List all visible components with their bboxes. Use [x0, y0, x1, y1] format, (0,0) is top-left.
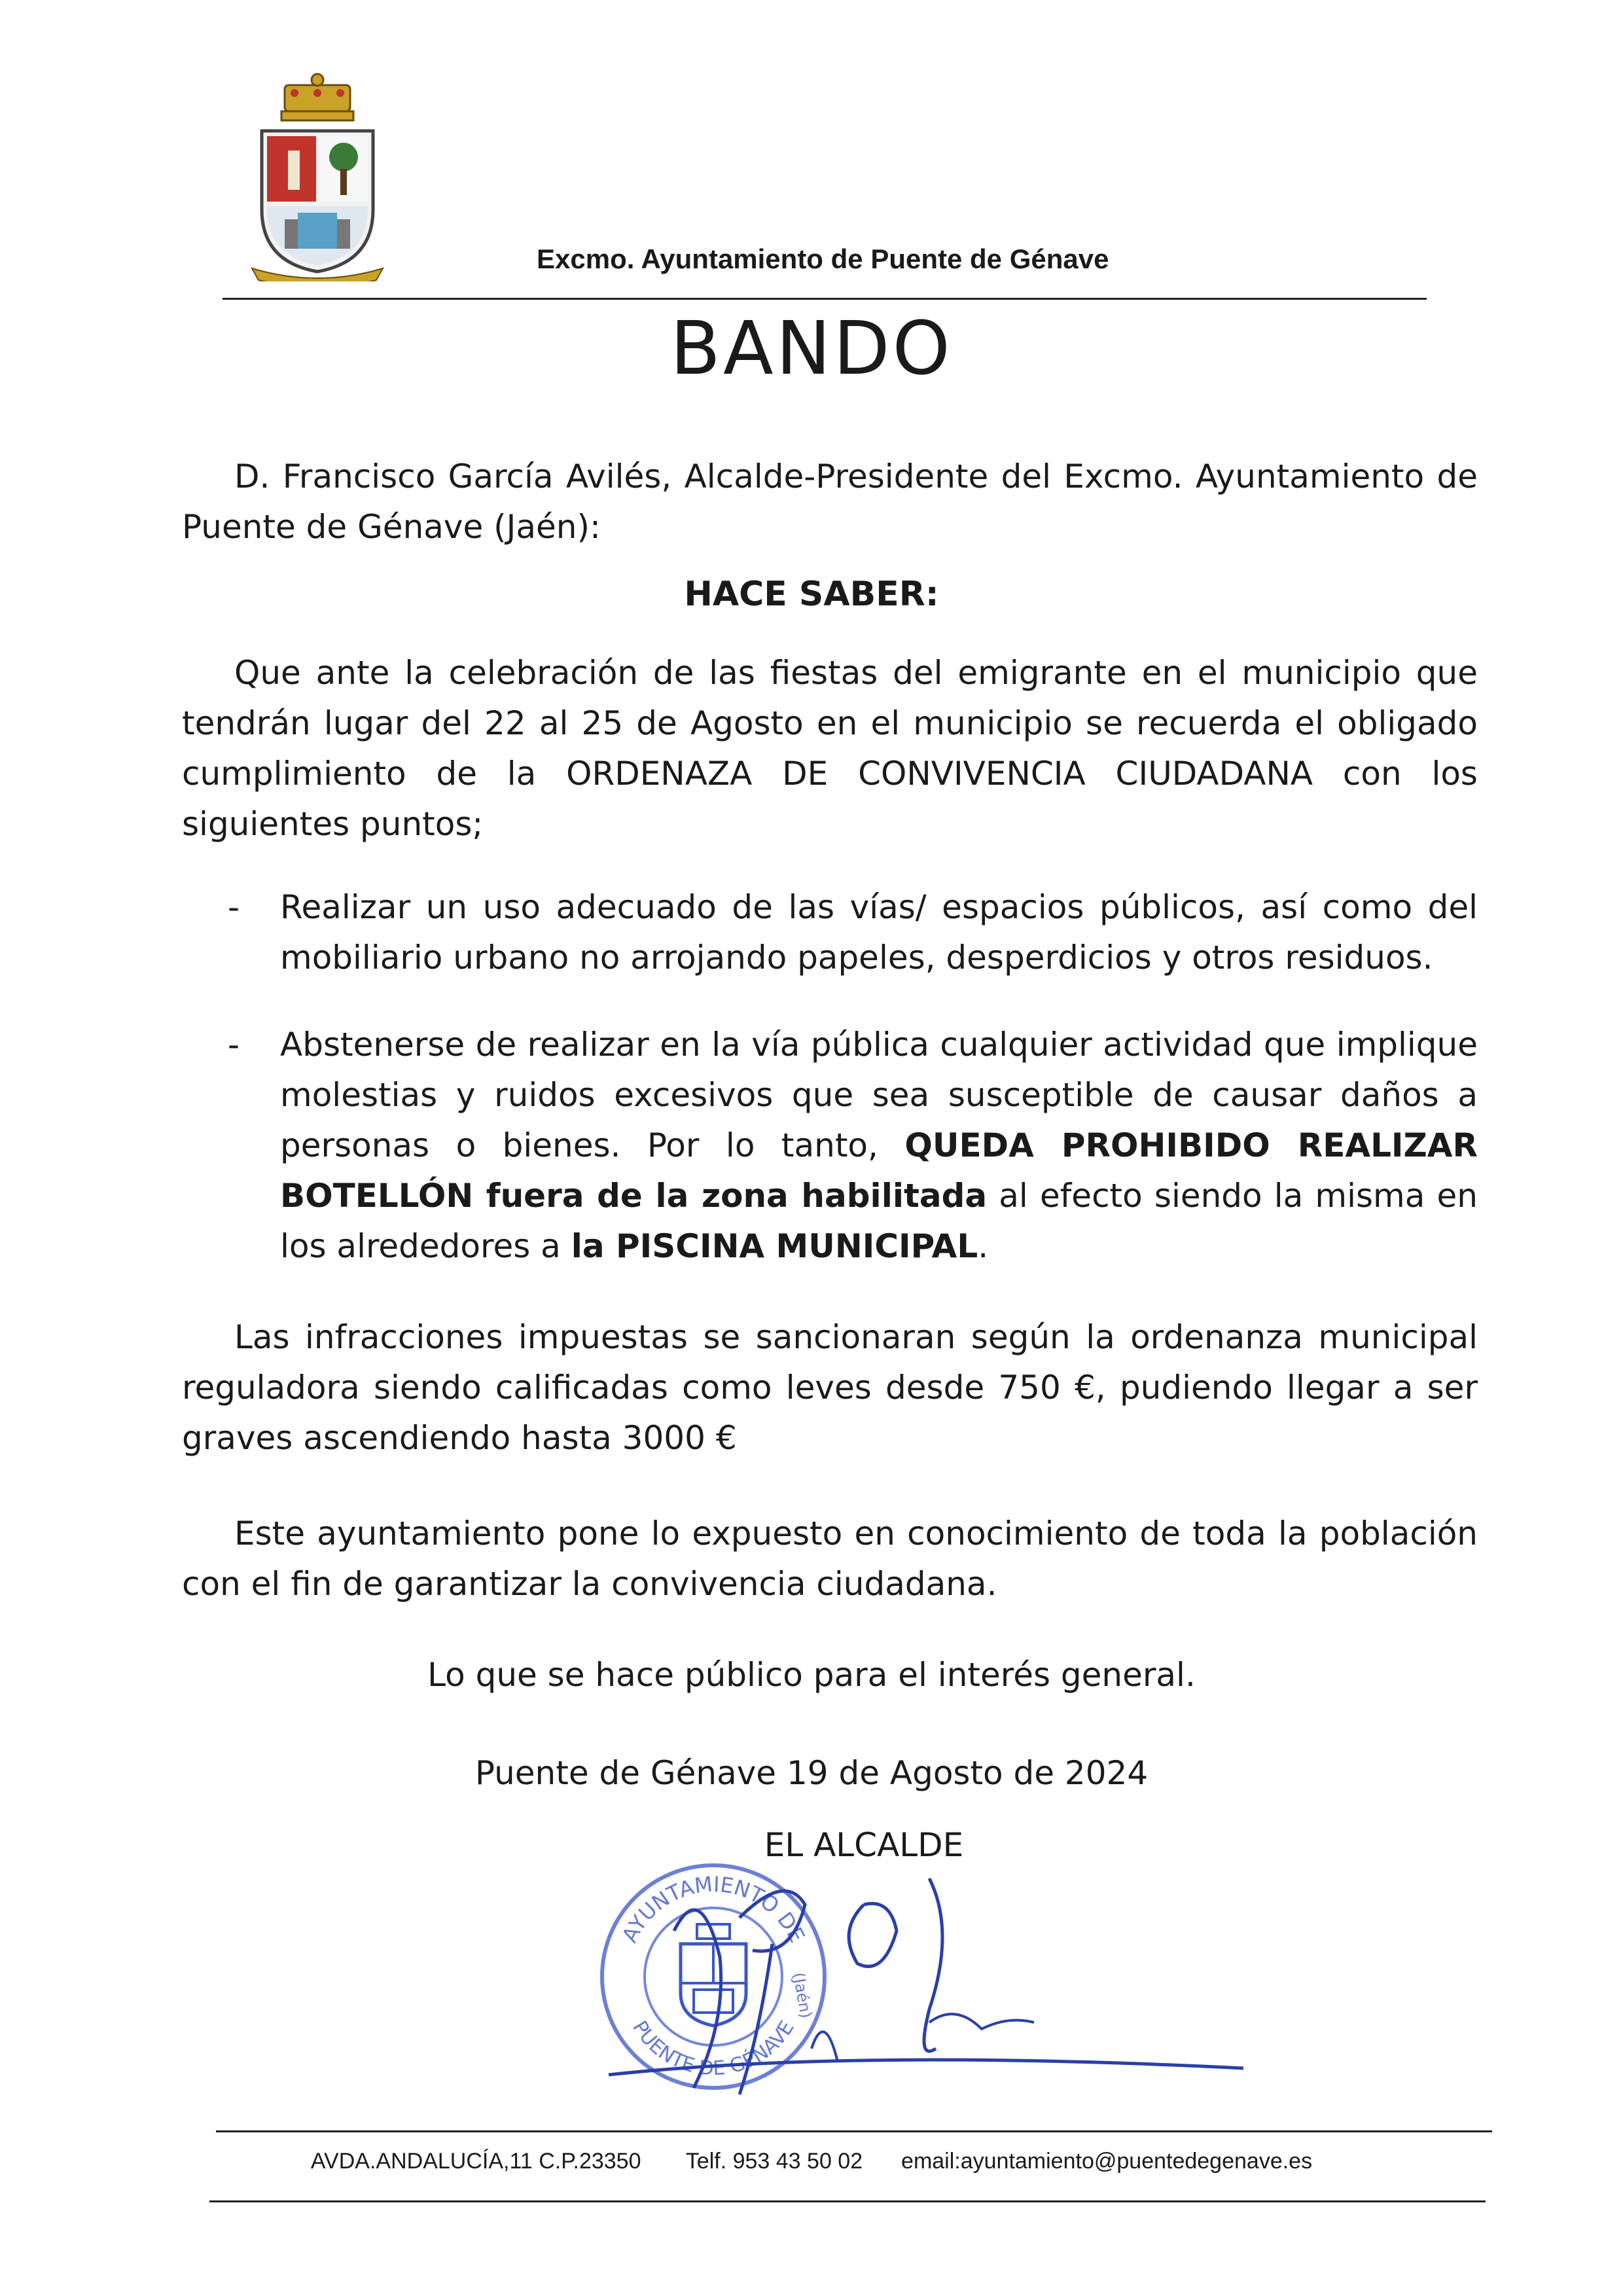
footer-divider-bottom [209, 2200, 1486, 2202]
date-line: Puente de Génave 19 de Agosto de 2024 [474, 1754, 1149, 1792]
signer-title: EL ALCALDE [764, 1826, 964, 1864]
bullet-text-part: al efecto siendo la misma en los alrededores a [280, 1177, 1478, 1265]
bullet-text: Realizar un uso adecuado de las vías/ espacios públicos, así como del mobiliario urbano no arrojando papeles, desperdicios y otros residuos. [280, 888, 1478, 977]
document-title: BANDO [670, 306, 953, 391]
piscina-text: la PISCINA MUNICIPAL [571, 1227, 978, 1265]
seal-text-top: AYUNTAMIENTO DE [616, 1871, 810, 1946]
closing-line: Lo que se hace público para el interés general. [427, 1656, 1196, 1694]
footer-contact [0, 2149, 1623, 2174]
footer-address: AVDA.ANDALUCÍA,11 C.P.23350 [310, 2149, 641, 2174]
coat-of-arms-logo [249, 72, 386, 281]
paragraph-fiestas: Que ante la celebración de las fiestas del emigrante en el municipio que tendrán lugar del 22 al 25 de Agosto en el municipio se recuerda el obligado cumplimiento de la ORDENAZA DE CONVIVENCIA CIUDADANA con los siguientes puntos; [182, 654, 1478, 843]
bullet-text-end: . [978, 1227, 989, 1265]
handwritten-signature [589, 1852, 1243, 2114]
seal-text-side: (Jaén) [789, 1971, 815, 2020]
bullet-dash: - [228, 888, 240, 926]
footer-phone: Telf. 953 43 50 02 [685, 2149, 863, 2174]
seal-text-bottom: PUENTE DE GÉNAVE [628, 2017, 799, 2081]
paragraph-infracciones: Las infracciones impuestas se sancionaran según la ordenanza municipal reguladora siendo calificadas como leves desde 750 €, pudiendo llegar a ser graves ascendiendo hasta 3000 € [182, 1318, 1478, 1457]
hace-saber-heading: HACE SABER: [684, 575, 939, 614]
bullet-text [280, 1020, 1478, 1272]
footer-divider-top [216, 2130, 1492, 2132]
footer-email: email:ayuntamiento@puentedegenave.es [901, 2149, 1313, 2174]
header-title: Excmo. Ayuntamiento de Puente de Génave [537, 243, 1109, 274]
bullet-dash: - [228, 1026, 240, 1064]
intro-paragraph: D. Francisco García Avilés, Alcalde-Presidente del Excmo. Ayuntamiento de Puente de Génave (Jaén): [182, 457, 1478, 546]
bullet-text-part: Abstenerse de realizar en la vía pública cualquier actividad que implique molestias y ruidos excesivos que sea susceptible de causar daños a personas o bienes. Por lo tanto, [280, 1026, 1478, 1164]
header-divider [223, 298, 1427, 300]
paragraph-ayuntamiento: Este ayuntamiento pone lo expuesto en conocimiento de toda la población con el fin de garantizar la convivencia ciudadana. [182, 1515, 1478, 1603]
prohibition-text: QUEDA PROHIBIDO REALIZAR BOTELLÓN fuera de la zona habilitada [280, 1126, 1478, 1215]
